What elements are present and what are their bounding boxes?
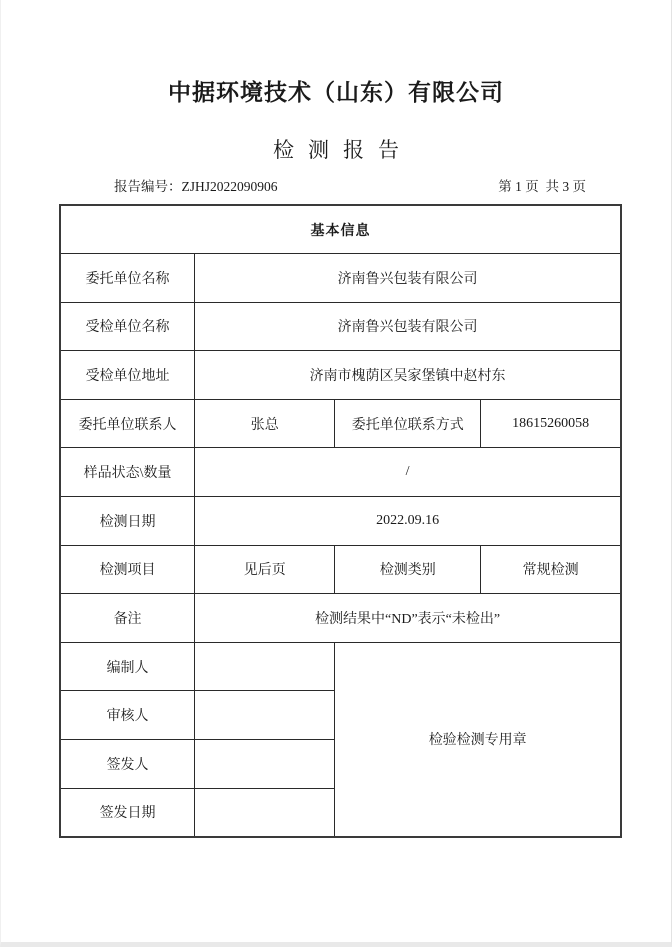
label-prepared-by: 编制人 <box>60 642 195 691</box>
section-title: 基本信息 <box>60 205 621 254</box>
label-issued-by: 签发人 <box>60 740 195 789</box>
report-number-value: ZJHJ2022090906 <box>181 179 278 194</box>
stamp-area: 检验检测专用章 <box>335 642 621 836</box>
label-test-date: 检测日期 <box>60 497 195 546</box>
value-sample-state: / <box>195 448 621 497</box>
value-test-items: 见后页 <box>195 545 335 594</box>
report-meta-row <box>59 179 622 194</box>
label-issue-date: 签发日期 <box>60 788 195 837</box>
page-indicator: 第 1 页 共 3 页 <box>498 179 586 194</box>
value-contact-person: 张总 <box>195 399 335 448</box>
report-number <box>114 179 278 194</box>
label-test-category: 检测类别 <box>335 545 481 594</box>
value-client-name: 济南鲁兴包装有限公司 <box>195 254 621 303</box>
value-test-date: 2022.09.16 <box>195 497 621 546</box>
value-reviewed-by <box>195 691 335 740</box>
label-inspected-address: 受检单位地址 <box>60 351 195 400</box>
label-inspected-name: 受检单位名称 <box>60 302 195 351</box>
label-test-items: 检测项目 <box>60 545 195 594</box>
label-contact-person: 委托单位联系人 <box>60 399 195 448</box>
value-issued-by <box>195 740 335 789</box>
basic-info-table <box>59 204 622 838</box>
report-number-label: 报告编号： <box>114 179 182 194</box>
table-row-inspected-name <box>60 302 621 351</box>
value-test-category: 常规检测 <box>481 545 621 594</box>
value-inspected-address: 济南市槐荫区吴家堡镇中赵村东 <box>195 351 621 400</box>
table-row-contact <box>60 399 621 448</box>
value-contact-method: 18615260058 <box>481 399 621 448</box>
value-inspected-name: 济南鲁兴包装有限公司 <box>195 302 621 351</box>
label-sample-state: 样品状态\数量 <box>60 448 195 497</box>
value-issue-date <box>195 788 335 837</box>
table-row-prepared-by <box>60 642 621 691</box>
table-row-remark <box>60 594 621 643</box>
value-remark: 检测结果中“ND”表示“未检出” <box>195 594 621 643</box>
label-reviewed-by: 审核人 <box>60 691 195 740</box>
label-contact-method: 委托单位联系方式 <box>335 399 481 448</box>
company-title: 中据环境技术（山东）有限公司 <box>168 80 504 105</box>
label-remark: 备注 <box>60 594 195 643</box>
table-row-test-date <box>60 497 621 546</box>
table-row-inspected-address <box>60 351 621 400</box>
table-row-sample-state <box>60 448 621 497</box>
label-client-name: 委托单位名称 <box>60 254 195 303</box>
report-title: 检测报告 <box>273 138 413 162</box>
table-row-test-items <box>60 545 621 594</box>
value-prepared-by <box>195 642 335 691</box>
table-row-client-name <box>60 254 621 303</box>
table-row-section-header <box>60 205 621 254</box>
